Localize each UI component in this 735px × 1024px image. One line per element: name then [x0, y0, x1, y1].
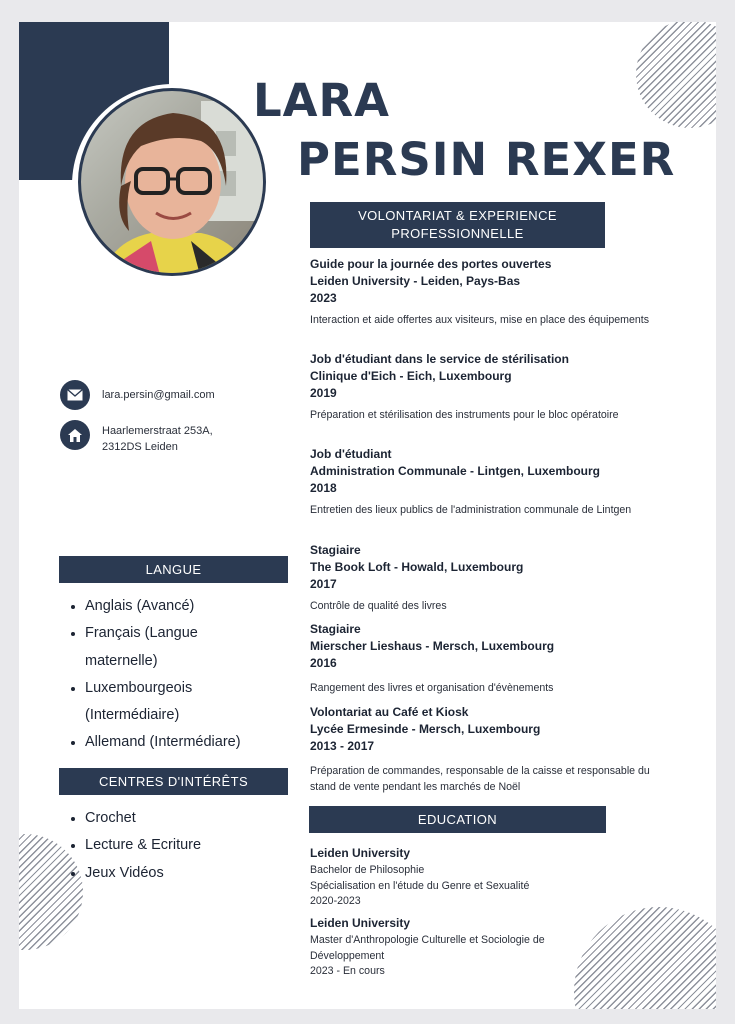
edu-school: Leiden University [310, 916, 411, 930]
job-role: Stagiaire [310, 543, 361, 557]
edu-degree: Bachelor de Philosophie [310, 864, 425, 876]
job-dates: 2016 [310, 656, 337, 670]
interests-heading: CENTRES D'INTÉRÊTS [59, 768, 288, 795]
job-description: Préparation de commandes, responsable de la caisse et responsable du stand de vente pendant les marchés de Noël [310, 765, 650, 793]
list-item: • Allemand (Intermédiare) [85, 729, 275, 756]
job-org: Lycée Ermesinde - Mersch, Luxembourg [310, 722, 541, 736]
experience-entry [310, 256, 680, 329]
experience-entry [310, 351, 680, 424]
languages-list [63, 593, 275, 757]
resume-page [19, 22, 716, 1009]
experience-entry [310, 704, 680, 795]
job-description: Préparation et stérilisation des instruments pour le bloc opératoire [310, 409, 619, 421]
name-first: LARA [253, 74, 390, 127]
job-org: Mierscher Lieshaus - Mersch, Luxembourg [310, 639, 555, 653]
edu-dates: 2023 - En cours [310, 965, 385, 977]
portrait-illustration [81, 91, 266, 276]
job-org: The Book Loft - Howald, Luxembourg [310, 560, 524, 574]
edu-dates: 2020-2023 [310, 895, 361, 907]
job-role: Stagiaire [310, 622, 361, 636]
envelope-icon [60, 380, 90, 410]
interests-list [63, 805, 285, 887]
job-org: Clinique d'Eich - Eich, Luxembourg [310, 369, 512, 383]
address-line-1: Haarlemerstraat 253A, [102, 425, 213, 437]
education-heading: EDUCATION [309, 806, 606, 833]
email-text[interactable]: lara.persin@gmail.com [102, 389, 215, 401]
job-org: Administration Communale - Lintgen, Luxembourg [310, 464, 601, 478]
experience-entry [310, 542, 680, 615]
job-role: Job d'étudiant [310, 447, 392, 461]
education-entry [310, 915, 580, 980]
job-role: Volontariat au Café et Kiosk [310, 705, 469, 719]
striped-circle-decoration [636, 22, 716, 128]
striped-circle-decoration [574, 907, 716, 1009]
home-icon [60, 420, 90, 450]
job-dates: 2013 - 2017 [310, 739, 375, 753]
edu-school: Leiden University [310, 846, 411, 860]
job-dates: 2019 [310, 386, 337, 400]
job-role: Job d'étudiant dans le service de stérilisation [310, 352, 569, 366]
job-dates: 2023 [310, 291, 337, 305]
list-item: • Crochet [85, 805, 285, 832]
job-description: Interaction et aide offertes aux visiteurs, mise en place des équipements [310, 314, 649, 326]
job-role: Guide pour la journée des portes ouvertes [310, 257, 552, 271]
job-description: Entretien des lieux publics de l'administration communale de Lintgen [310, 504, 632, 516]
list-item: • Lecture & Ecriture [85, 832, 285, 859]
list-item: • Luxembourgeois (Intermédiaire) [85, 675, 235, 730]
experience-heading: VOLONTARIAT & EXPERIENCE PROFESSIONNELLE [310, 202, 605, 248]
address [102, 423, 213, 455]
list-item: • Anglais (Avancé) [85, 593, 275, 620]
job-description: Contrôle de qualité des livres [310, 600, 447, 612]
edu-degree: Master d'Anthropologie Culturelle et Sociologie de Développement [310, 934, 545, 962]
list-item: • Jeux Vidéos [85, 860, 285, 887]
job-description: Rangement des livres et organisation d'évènements [310, 682, 554, 694]
education-entry [310, 845, 610, 910]
edu-specialisation: Spécialisation en l'étude du Genre et Sexualité [310, 879, 530, 892]
job-dates: 2018 [310, 481, 337, 495]
job-dates: 2017 [310, 577, 337, 591]
name-last: PERSIN REXER [297, 133, 676, 186]
address-line-2: 2312DS Leiden [102, 441, 178, 453]
experience-entry [310, 446, 680, 519]
list-item: • Français (Langue maternelle) [85, 620, 235, 675]
experience-entry [310, 621, 680, 697]
profile-photo [78, 88, 266, 276]
job-org: Leiden University - Leiden, Pays-Bas [310, 274, 521, 288]
langue-heading: LANGUE [59, 556, 288, 583]
